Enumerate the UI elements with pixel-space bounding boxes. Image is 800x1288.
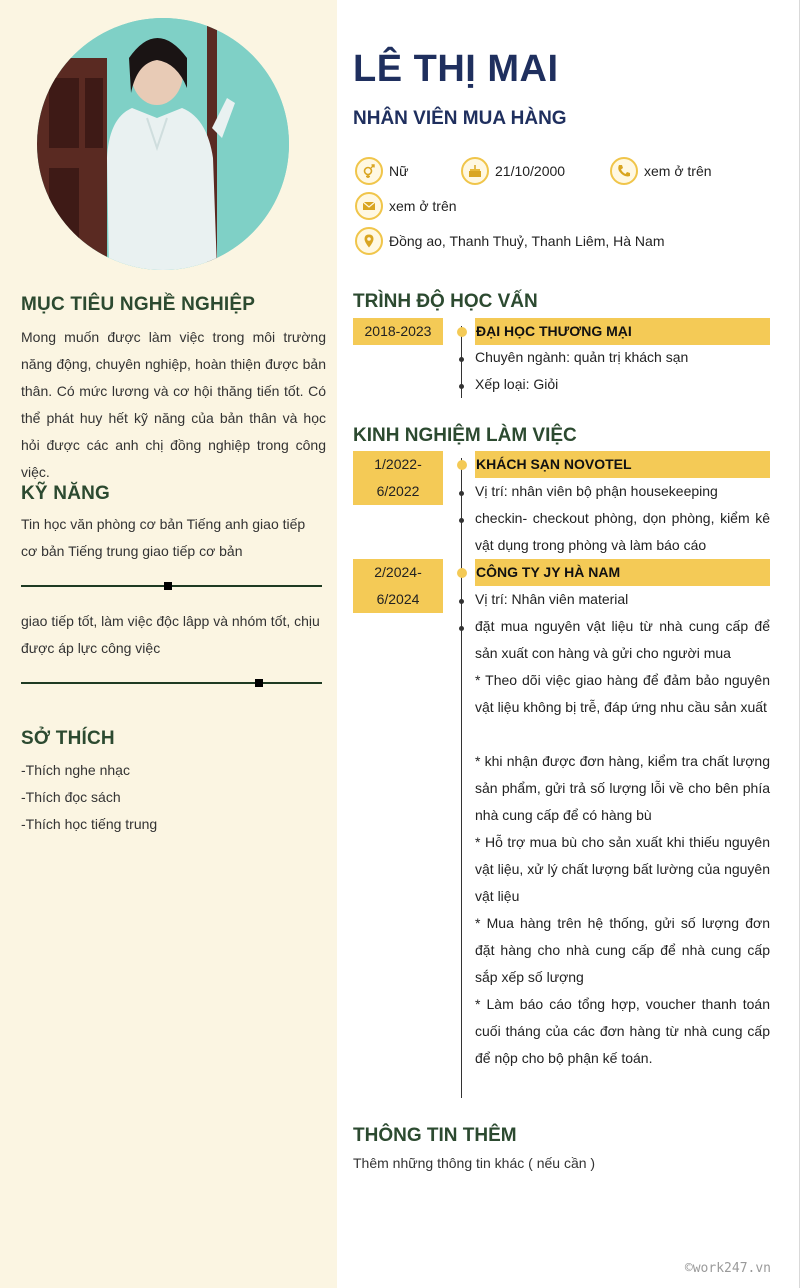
- phone-info: [610, 157, 712, 185]
- timeline-bullet: [459, 518, 464, 523]
- email-value: xem ở trên: [389, 198, 457, 214]
- education-title: TRÌNH ĐỘ HỌC VẤN: [353, 291, 538, 312]
- job-2-item: đặt mua nguyên vật liệu từ nhà cung cấp để sản xuất con hàng và gửi cho người mua: [475, 618, 770, 661]
- hobbies-list: [21, 757, 321, 838]
- job-2-date-from: 2/2024-: [374, 564, 422, 580]
- avatar: [37, 18, 289, 270]
- objective-title: MỤC TIÊU NGHỀ NGHIỆP: [21, 294, 256, 315]
- job-2-item: * Làm báo cáo tổng hợp, voucher thanh toán cuối tháng của các đơn hàng từ nhà cung cấp để nộp cho bộ phận kế toán.: [475, 996, 770, 1066]
- additional-text: Thêm những thông tin khác ( nếu cần ): [353, 1155, 596, 1171]
- objective-text: Mong muốn được làm việc trong môi trường năng động, chuyên nghiệp, hoàn thiện được bản thân. Có mức lương và cơ hội thăng tiến tốt. Có thể phát huy hết kỹ năng của bản thân và học hỏi được các anh chị đồng nghiệp trong công việc.: [21, 329, 326, 480]
- job-1-item: checkin- checkout phòng, dọn phòng, kiểm kê vật dụng trong phòng và làm báo cáo: [475, 510, 770, 553]
- candidate-name: LÊ THỊ MAI: [353, 48, 559, 90]
- hobbies-title: SỞ THÍCH: [21, 728, 115, 749]
- education-item: Chuyên ngành: quản trị khách sạn: [475, 349, 689, 365]
- gender-icon: [355, 157, 383, 185]
- email-icon: [355, 192, 383, 220]
- job-1-date: [353, 451, 443, 505]
- birthday-info: [461, 157, 565, 185]
- job-1-company: KHÁCH SẠN NOVOTEL: [475, 451, 770, 478]
- phone-value: xem ở trên: [644, 163, 712, 179]
- timeline-dot: [457, 327, 467, 337]
- address-value: Đồng ao, Thanh Thuỷ, Thanh Liêm, Hà Nam: [389, 233, 665, 249]
- hobby-item: -Thích đọc sách: [21, 789, 121, 805]
- job-1-date-from: 1/2022-: [374, 456, 422, 472]
- skill-2-text: giao tiếp tốt, làm việc độc lâpp và nhóm tốt, chịu được áp lực công việc: [21, 613, 320, 656]
- address-info: [355, 227, 665, 255]
- job-2-item: * Mua hàng trên hệ thống, gửi số lượng đơn đặt hàng cho nhà cung cấp để nhà cung cấp sắp xếp số lượng: [475, 915, 770, 985]
- job-1-date-to: 6/2022: [376, 483, 420, 499]
- timeline-bullet: [459, 599, 464, 604]
- job-title: NHÂN VIÊN MUA HÀNG: [353, 108, 567, 129]
- gender-info: [355, 157, 408, 185]
- skill-2-bar: [21, 682, 322, 684]
- skill-1-text: Tin học văn phòng cơ bản Tiếng anh giao tiếp cơ bản Tiếng trung giao tiếp cơ bản: [21, 516, 306, 559]
- skill-2-level-marker: [255, 679, 263, 687]
- experience-title: KINH NGHIỆM LÀM VIỆC: [353, 425, 577, 446]
- job-2-company: CÔNG TY JY HÀ NAM: [475, 559, 770, 586]
- gender-value: Nữ: [389, 163, 409, 179]
- watermark: ©work247.vn: [684, 1261, 771, 1276]
- job-2-item: Vị trí: Nhân viên material: [475, 591, 629, 607]
- education-date: 2018-2023: [353, 318, 443, 345]
- email-info: [355, 192, 457, 220]
- timeline-bullet: [459, 626, 464, 631]
- birthday-value: 21/10/2000: [495, 163, 566, 179]
- timeline-dot: [457, 568, 467, 578]
- education-item: Xếp loại: Giỏi: [475, 376, 559, 392]
- experience-timeline: [461, 458, 462, 1098]
- additional-title: THÔNG TIN THÊM: [353, 1125, 517, 1146]
- hobby-item: -Thích nghe nhạc: [21, 762, 130, 778]
- location-icon: [355, 227, 383, 255]
- birthday-cake-icon: [461, 157, 489, 185]
- skill-1-level-marker: [164, 582, 172, 590]
- skills-title: KỸ NĂNG: [21, 483, 111, 504]
- timeline-bullet: [459, 357, 464, 362]
- timeline-bullet: [459, 384, 464, 389]
- job-2-date-to: 6/2024: [376, 591, 420, 607]
- sidebar: [0, 0, 337, 1288]
- timeline-bullet: [459, 491, 464, 496]
- job-2-date: [353, 559, 443, 613]
- avatar-photo: [37, 18, 289, 270]
- education-school: ĐẠI HỌC THƯƠNG MẠI: [475, 318, 770, 345]
- phone-icon: [610, 157, 638, 185]
- job-1-item: Vị trí: nhân viên bộ phận housekeeping: [475, 483, 718, 499]
- job-2-item: * khi nhận được đơn hàng, kiểm tra chất lượng sản phẩm, gửi trả số lượng lỗi về cho bên phía nhà cung cấp để có hàng bù: [475, 753, 770, 823]
- job-2-item: * Hỗ trợ mua bù cho sản xuất khi thiếu nguyên vật liệu, xử lý chất lượng bất lường của nguyên vật liệu: [475, 834, 770, 904]
- timeline-dot: [457, 460, 467, 470]
- hobby-item: -Thích học tiếng trung: [21, 816, 158, 832]
- job-2-item: * Theo dõi việc giao hàng để đảm bảo nguyên vật liệu không bị trễ, đáp ứng nhu cầu sản xuất: [475, 672, 770, 715]
